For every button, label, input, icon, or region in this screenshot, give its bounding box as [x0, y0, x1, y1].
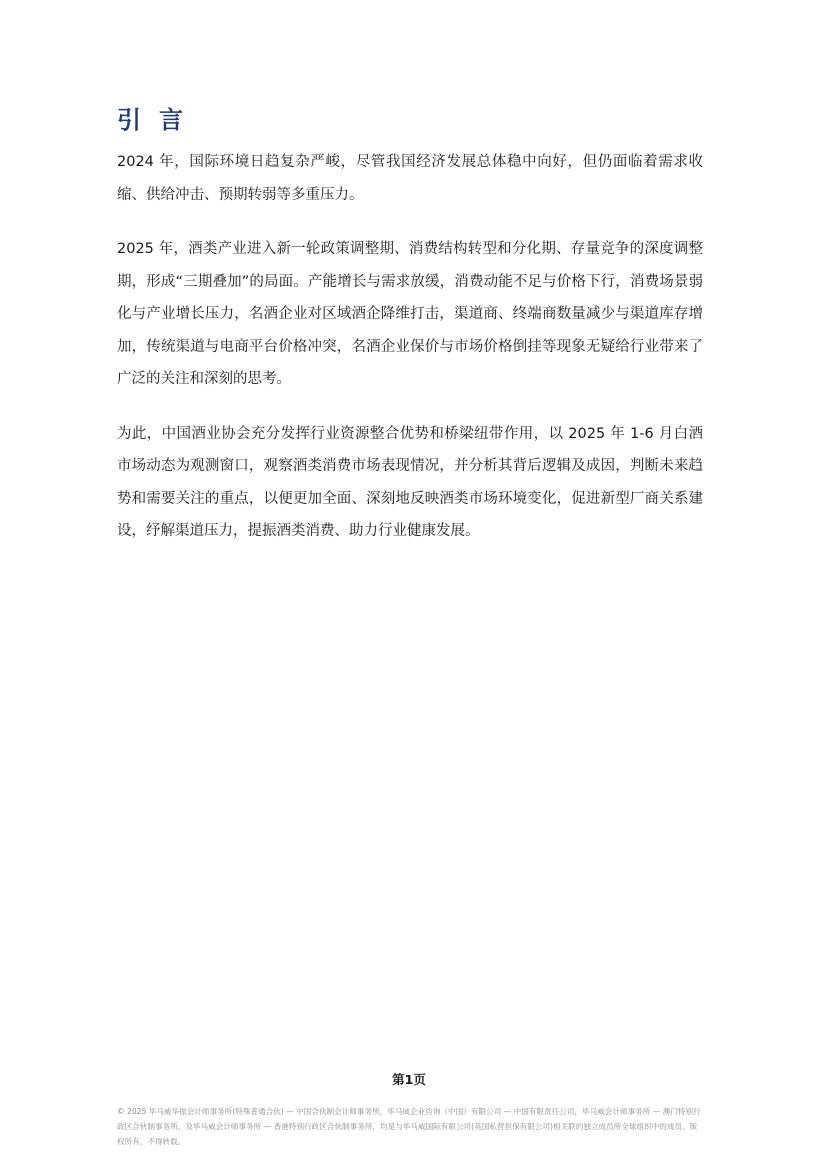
- paragraph-2: 2025 年，酒类产业进入新一轮政策调整期、消费结构转型和分化期、存量竞争的深度调整期，形成“三期叠加”的局面。产能增长与需求放缓，消费动能不足与价格下行，消费场景弱化与产业增长压力，名酒企业对区域酒企降维打击，渠道商、终端商数量减少与渠道库存增加，传统渠道与电商平台价格冲突，名酒企业保价与市场价格倒挂等现象无疑给行业带来了广泛的关注和深刻的思考。: [117, 241, 703, 387]
- section-heading: 引言: [117, 106, 201, 134]
- paragraph-1: 2024 年，国际环境日趋复杂严峻，尽管我国经济发展总体稳中向好，但仍面临着需求收缩、供给冲击、预期转弱等多重压力。: [117, 154, 703, 203]
- body-text: [117, 146, 703, 570]
- paragraph-3: 为此，中国酒业协会充分发挥行业资源整合优势和桥梁纽带作用，以 2025 年 1-6 月白酒市场动态为观测窗口，观察酒类消费市场表现情况，并分析其背后逻辑及成因，判断未来趋势和需要关注的重点，以便更加全面、深刻地反映酒类市场环境变化，促进新型厂商关系建设，纾解渠道压力，提振酒类消费、助力行业健康发展。: [117, 425, 703, 539]
- copyright-footer: © 2025 毕马威华振会计师事务所(特殊普通合伙) — 中国合伙制会计师事务所，毕马威企业咨询（中国）有限公司 — 中国有限责任公司，毕马威会计师事务所 — 澳门特别行政区合伙制事务所，及毕马威会计师事务所 — 香港特别行政区合伙制事务所，均是与毕马威国际有限公司(英国私营担保有限公司)相关联的独立成员所全球组织中的成员。版权所有，不得转载。: [117, 1107, 701, 1146]
- page-number: 第1页: [392, 1072, 426, 1087]
